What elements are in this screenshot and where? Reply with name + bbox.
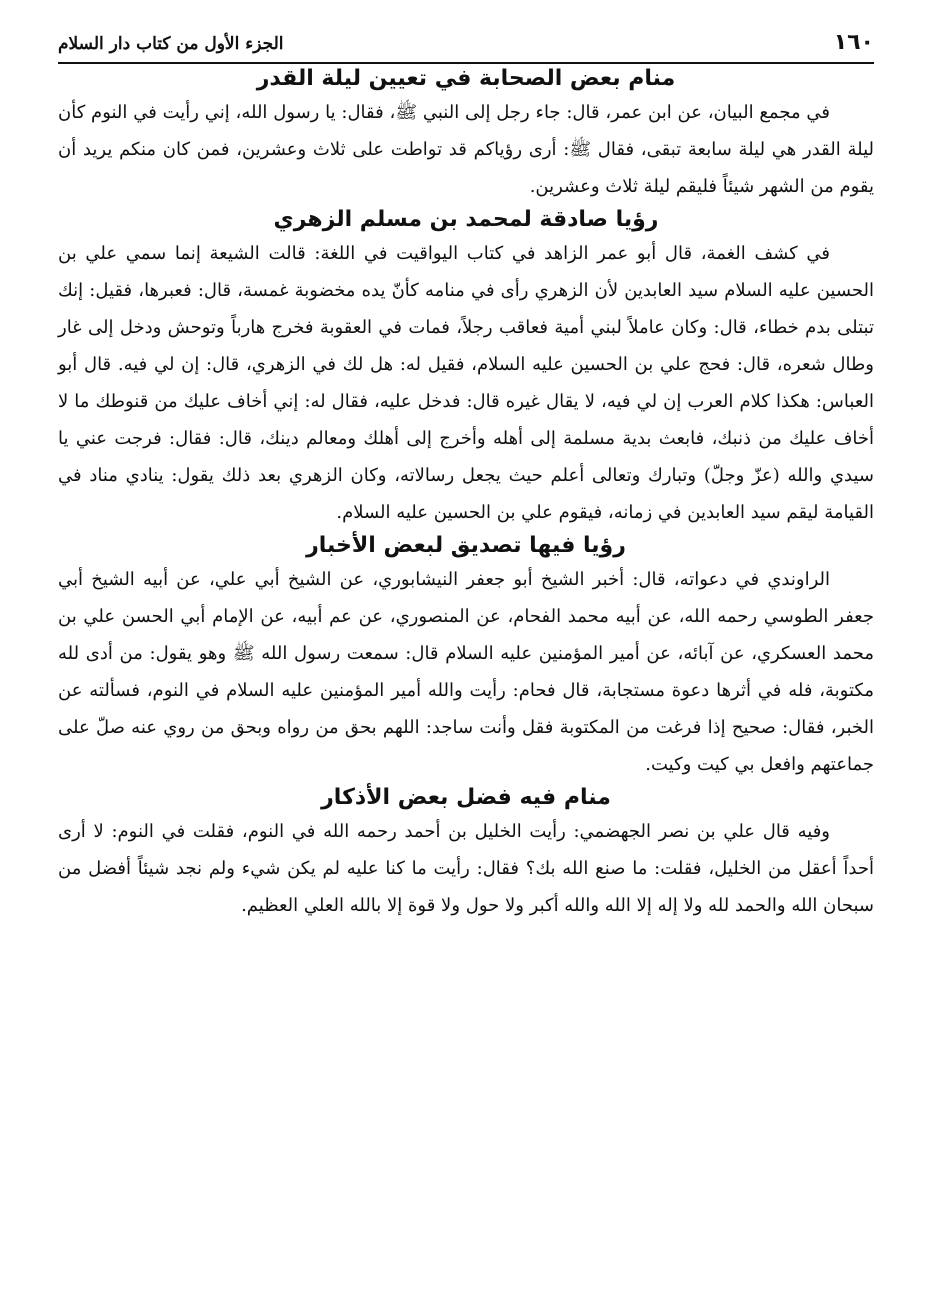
section-title: رؤيا صادقة لمحمد بن مسلم الزهري: [273, 207, 659, 232]
page-number: ١٦٠: [833, 30, 874, 55]
section-paragraph: في كشف الغمة، قال أبو عمر الزاهد في كتاب اليواقيت في اللغة: قالت الشيعة إنما سمي علي بن الحسين عليه السلام سيد العابدين لأن الزهري رأى في منامه كأنّ يده مخضوبة غمسة، قال: فعبرها، فقيل: إنك تبتلى بدم خطاء، قال: وكان عاملاً لبني أمية فعاقب رجلاً، فمات في العقوبة فخرج هارباً وتوحش ودخل إلى غار وطال شعره، قال: فحج علي بن الحسين عليه السلام، فقيل له: هل لك في الزهري، قال: إن لي فيه. قال أبو العباس: هكذا كلام العرب إن لي فيه، لا يقال غيره قال: فدخل عليه، فقال له: إني أخاف عليك من قنوطك ما لا أخاف عليك من ذنبك، فابعث بدية مسلمة إلى أهله وأخرج إلى أهلك ومعالم دينك، قال: فقال: فرجت عني يا سيدي والله (عزّ وجلّ) وتبارك وتعالى أعلم حيث يجعل رسالاته، وكان الزهري بعد ذلك يقول: ينادي مناد في القيامة ليقم سيد العابدين في زمانه، فيقوم علي بن الحسين عليه السلام.: [58, 243, 874, 523]
section-title: رؤيا فيها تصديق لبعض الأخبار: [306, 533, 626, 558]
book-title: الجزء الأول من كتاب دار السلام: [58, 34, 284, 54]
section-title: منام فيه فضل بعض الأذكار: [321, 785, 611, 810]
section-paragraph: في مجمع البيان، عن ابن عمر، قال: جاء رجل إلى النبي ﷺ، فقال: يا رسول الله، إني رأيت في النوم كأن ليلة القدر هي ليلة سابعة تبقى، فقال ﷺ: أرى رؤياكم قد تواطت على ثلاث وعشرين، فمن كان منكم يريد أن يقوم من الشهر شيئاً فليقم ليلة ثلاث وعشرين.: [58, 102, 874, 197]
section-title: منام بعض الصحابة في تعيين ليلة القدر: [256, 66, 676, 91]
section-paragraph: الراوندي في دعواته، قال: أخبر الشيخ أبو جعفر النيشابوري، عن الشيخ أبي علي، عن أبيه الشيخ أبي جعفر الطوسي رحمه الله، عن أبيه محمد الفحام، عن المنصوري، عن عم أبيه، عن الإمام أبي الحسن علي بن محمد العسكري، عن آبائه، عن أمير المؤمنين عليه السلام قال: سمعت رسول الله ﷺ وهو يقول: من أدى لله مكتوبة، فله في أثرها دعوة مستجابة، قال فحام: رأيت والله أمير المؤمنين عليه السلام في النوم، فسألته عن الخبر، فقال: صحيح إذا فرغت من المكتوبة فقل وأنت ساجد: اللهم بحق من رواه وبحق من روي عنه صلّ على جماعتهم وافعل بي كيت وكيت.: [58, 569, 874, 775]
running-header: [58, 28, 874, 64]
section-paragraph: وفيه قال علي بن نصر الجهضمي: رأيت الخليل بن أحمد رحمه الله في النوم، فقلت في النوم: لا أرى أحداً أعقل من الخليل، فقلت: ما صنع الله بك؟ فقال: رأيت ما كنا عليه لم يكن شيء ولم نجد شيئاً أفضل من سبحان الله والحمد لله ولا إله إلا الله والله أكبر ولا حول ولا قوة إلا بالله العلي العظيم.: [58, 821, 874, 916]
book-page: [58, 28, 874, 924]
